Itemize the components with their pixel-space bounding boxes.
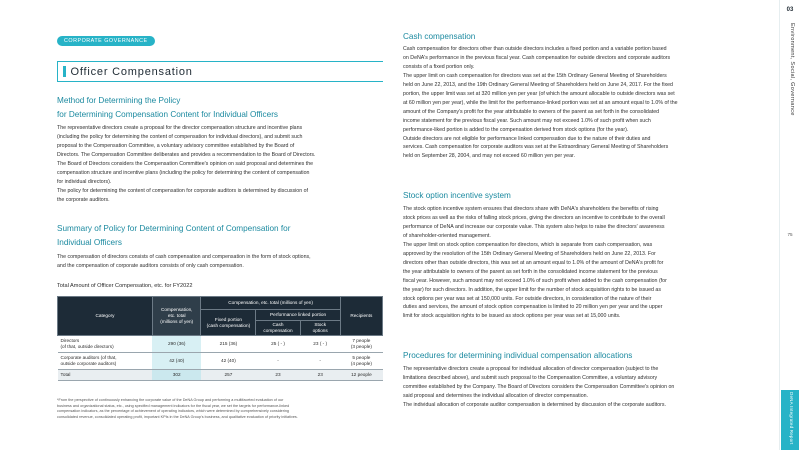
row-stock: - bbox=[300, 353, 340, 370]
summary-paragraph: The compensation of directors consists of cash compensation and compensation in the form of stock options, and the compensation of corporate auditors consists of only cash compensation. bbox=[57, 254, 311, 269]
row-cash: 25 ( - ) bbox=[256, 336, 300, 353]
header-category: Category bbox=[58, 297, 153, 336]
row-fixed: 257 bbox=[201, 370, 256, 381]
header-fixed: Fixed portion (cash compensation) bbox=[201, 310, 256, 336]
row-total: 290 (36) bbox=[152, 336, 201, 353]
row-cash: - bbox=[256, 353, 300, 370]
row-recipients: 5 people (4 people) bbox=[340, 353, 382, 370]
table-row bbox=[58, 353, 383, 370]
row-total: 42 (40) bbox=[152, 353, 201, 370]
row-fixed: 42 (40) bbox=[201, 353, 256, 370]
method-paragraph: The representative directors create a proposal for the director compensation structure and incentive plans (including the policy for determining the content of compensation for individual directors), and submit such proposal to the Compensation Committee, a voluntary advisory committee established by the Board of Directors. The Compensation Committee deliberates and provides a recommendation to the Board of Directors. The Board of Directors considers the Compensation Committee's opinion on said proposal and determines the compensation structure and incentive plans (including the policy for determining the content of compensation for individual directors). The policy for determining the content of compensation for corporate auditors is determined by discussion of the corporate auditors. bbox=[57, 125, 316, 203]
row-fixed: 215 (36) bbox=[201, 336, 256, 353]
row-recipients: 12 people bbox=[340, 370, 382, 381]
row-total: 302 bbox=[152, 370, 201, 381]
row-stock: 23 ( - ) bbox=[300, 336, 340, 353]
header-cash: Cash compensation bbox=[256, 321, 300, 336]
section-tag: CORPORATE GOVERNANCE bbox=[57, 36, 155, 46]
procedures-heading: Procedures for determining individual compensation allocations bbox=[403, 351, 633, 360]
row-cash: 23 bbox=[256, 370, 300, 381]
header-recipients: Recipients bbox=[340, 297, 382, 336]
table-row-total bbox=[58, 370, 383, 381]
summary-heading: Summary of Policy for Determining Content of Compensation for Individual Officers bbox=[57, 224, 291, 247]
page-number: 75 bbox=[787, 232, 793, 237]
side-section-label: Environment, Social, Governance bbox=[789, 23, 795, 116]
cash-paragraph: Cash compensation for directors other than outside directors includes a fixed portion and a variable portion based on DeNA's performance in the previous fiscal year. Cash compensation for outside directors and corporate auditors consists of a fixed portion only. The upper limit on cash compensation for directors was set at the 15th Ordinary General Meeting of Shareholders held on June 22, 2013, and the 19th Ordinary General Meeting of Shareholders held on June 24, 2017. For the fixed portion, the upper limit was set at 320 million yen per year (of which the amount allocable to outside directors was set at 60 million yen per year), while the limit for the performance-linked portion was set at an amount equal to 1.0% of the amount of the Company's profit for the year attributable to owners of the parent as set forth in the consolidated income statement for the previous fiscal year. Such amount may not exceed 1.0% of such profit when such performance-liked portion is added to the compensation derived from stock options (for the year). Outside directors are not eligible for performance linked compensation due to the nature of their duties and services. Cash compensation for corporate auditors was set at the Extraordinary General Meeting of Shareholders held on September 28, 2004, and may not exceed 60 million yen per year. bbox=[403, 46, 678, 160]
method-heading: Method for Determining the Policy for Determining Compensation Content for Individual Officers bbox=[57, 96, 279, 119]
row-category: Corporate auditors (of that, outside corporate auditors) bbox=[58, 353, 153, 370]
stock-heading: Stock option incentive system bbox=[403, 191, 511, 200]
row-recipients: 7 people (3 people) bbox=[340, 336, 382, 353]
compensation-table bbox=[57, 296, 383, 381]
table-caption: Total Amount of Officer Compensation, etc. for FY2022 bbox=[57, 283, 193, 289]
title-accent-bar bbox=[63, 66, 66, 77]
stock-paragraph: The stock option incentive system ensures that directors share with DeNA's shareholders the benefits of rising stock prices as well as the risks of falling stock prices, giving the directors an incentive to contribute to the overall performance of DeNA and increase our corporate value. This system also helps to raise the directors' awareness of shareholder-oriented management. The upper limit on stock option compensation for directors, which is separate from cash compensation, was approved by the resolution of the 15th Ordinary General Meeting of Shareholders held on June 22, 2013. For directors other than outside directors, this was set at an amount equal to 1.0% of the amount of DeNA's profit for the year attributable to owners of the parent as set forth in the consolidated income statement for the previous fiscal year. However, such amount may not exceed 1.0% of such profit when added to the cash compensation (for the year) for such directors. In addition, the upper limit for the number of stock acquisition rights to be issued as stock options per year was set at 150,000 units. For outside directors, in consideration of the nature of their duties and services, the amount of stock option compensation is limited to 20 million yen per year and the upper limit for stock acquisition rights to be issued as stock options per year was set at 15,000 units. bbox=[403, 206, 667, 320]
table-footnote: *From the perspective of continuously enhancing the corporate value of the DeNA Group and performing a multifaceted evaluation of our business and organizational status, etc., using specified management indicators for the fiscal year, we set the targets for performance-linked compensation indicators, as the percentage of achievement of operating indicators, which were determined by comprehensively considering consolidated revenue, consolidated operating profit, important KPIs in the DeNA Group's business, and qualitative evaluation of priority initiatives. bbox=[57, 398, 298, 419]
row-category: Total bbox=[58, 370, 153, 381]
header-comp-group: Compensation, etc. total (millions of yen) bbox=[201, 297, 340, 310]
row-category: Directors (of that, outside directors) bbox=[58, 336, 153, 353]
header-stock: Stock options bbox=[300, 321, 340, 336]
cash-heading: Cash compensation bbox=[403, 32, 476, 41]
header-comp-total: Compensation, etc. total (millions of yen) bbox=[152, 297, 201, 336]
section-number: 03 bbox=[786, 7, 794, 13]
row-stock: 23 bbox=[300, 370, 340, 381]
page-title-box bbox=[57, 61, 383, 82]
side-bottom-label: DeNA Integrated Report bbox=[789, 392, 794, 445]
procedures-paragraph: The representative directors create a proposal for individual allocation of director compensation (subject to the limitations described above), and submit such proposal to the Compensation Committee, a voluntary advisory committee established by the Company. The Board of Directors considers the Compensation Committee's opinion on said proposal and determines the individual allocation of director compensation. The individual allocation of corporate auditor compensation is determined by discussion of the corporate auditors. bbox=[403, 366, 675, 408]
page-title: Officer Compensation bbox=[70, 65, 193, 78]
header-perf: Performance linked portion bbox=[256, 310, 340, 321]
table-row bbox=[58, 336, 383, 353]
